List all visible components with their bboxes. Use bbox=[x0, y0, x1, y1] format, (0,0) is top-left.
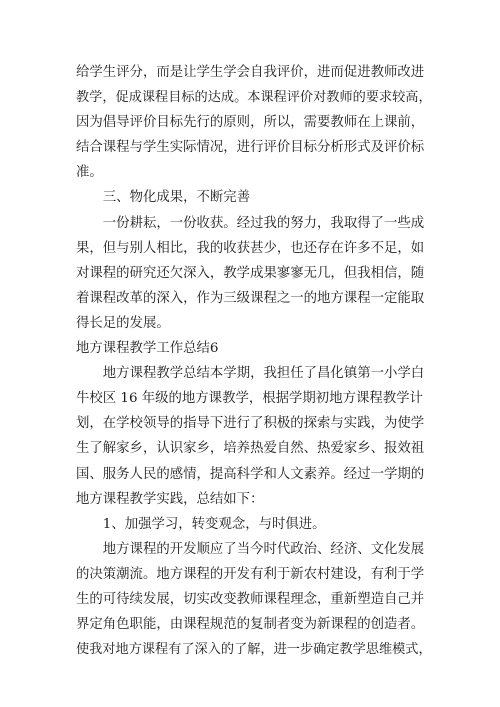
text-line: 一份耕耘，一份收获。经过我的努力，我取得了一些成 bbox=[102, 215, 425, 231]
text-line: 生的可待续发展，切实改变教师课程理念，重新塑造自己并 bbox=[76, 591, 425, 607]
section-heading: 三、物化成果，不断完善 bbox=[102, 190, 251, 206]
text-line: 准。 bbox=[76, 165, 103, 181]
text-line: 地方课程教学总结本学期，我担任了昌化镇第一小学白 bbox=[102, 366, 425, 382]
text-line: 使我对地方课程有了深入的了解，进一步确定教学思维模式， bbox=[76, 642, 432, 658]
text-line: 地方课程教学实践，总结如下： bbox=[76, 491, 264, 507]
text-line: 国、服务人民的感情，提高科学和人文素养。经过一学期的 bbox=[76, 466, 425, 482]
text-line: 对课程的研究还欠深入，教学成果寥寥无几，但我相信，随 bbox=[76, 265, 425, 281]
text-line: 牛校区 16 年级的地方课教学，根据学期初地方课程教学计 bbox=[76, 391, 423, 407]
text-line: 划，在学校领导的指导下进行了积极的探索与实践，为使学 bbox=[76, 416, 425, 432]
text-line: 结合课程与学生实际情况，进行评价目标分析形式及评价标 bbox=[76, 140, 425, 156]
text-line: 的决策潮流。地方课程的开发有利于新农村建设，有利于学 bbox=[76, 566, 425, 582]
text-line: 地方课程的开发顺应了当今时代政治、经济、文化发展 bbox=[102, 541, 425, 557]
text-line: 果，但与别人相比，我的收获甚少，也还存在许多不足，如 bbox=[76, 240, 425, 256]
document-title: 地方课程教学工作总结6 bbox=[76, 341, 219, 357]
text-line: 因为倡导评价目标先行的原则，所以，需要教师在上课前， bbox=[76, 115, 425, 131]
text-line: 生了解家乡，认识家乡，培养热爱自然、热爱家乡、报效祖 bbox=[76, 441, 425, 457]
text-line: 教学，促成课程目标的达成。本课程评价对教师的要求较高， bbox=[76, 90, 432, 106]
document-body bbox=[76, 60, 432, 662]
text-line: 给学生评分，而是让学生学会自我评价，进而促进教师改进 bbox=[76, 65, 425, 80]
text-line: 界定角色职能，由课程规范的复制者变为新课程的创造者。 bbox=[76, 617, 425, 633]
section-heading: 1、加强学习，转变观念，与时俱进。 bbox=[102, 516, 326, 532]
text-line: 得长足的发展。 bbox=[76, 315, 170, 331]
text-line: 着课程改革的深入，作为三级课程之一的地方课程一定能取 bbox=[76, 290, 425, 306]
